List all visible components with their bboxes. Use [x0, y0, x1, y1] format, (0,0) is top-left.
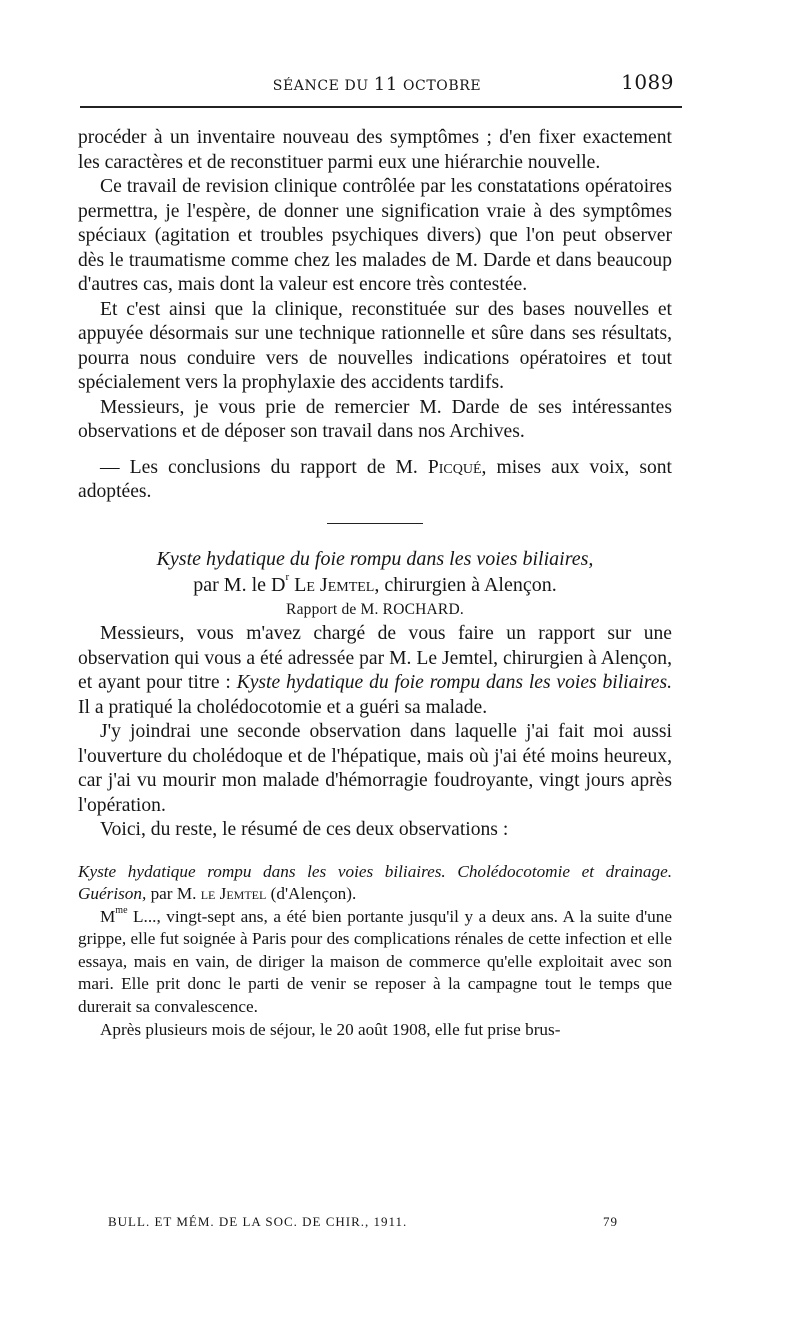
- observation-paragraph: Après plusieurs mois de séjour, le 20 août 1908, elle fut prise brus-: [100, 1019, 561, 1039]
- rapport-line: Rapport de M. ROCHARD.: [286, 600, 464, 618]
- paragraph: Messieurs, vous m'avez chargé de vous faire un rapport sur une observation qui vous a été adressée par M. Le Jemtel, chirurgien à Alençon, et ayant pour titre : Kyste hydatique du foie rompu dans les voies biliaires. Il a pratiqué la cholédocotomie et a guéri sa malade.: [78, 623, 672, 718]
- header-rule: [80, 106, 682, 108]
- article-author: par M. le $D^r$ Le Jemtel, chirurgien à Alençon.: [193, 570, 557, 596]
- conclusion-paragraph: — Les conclusions du rapport de M. Picqué, mises aux voix, sont adoptées.: [78, 456, 672, 502]
- article-title: Kyste hydatique du foie rompu dans les voies biliaires,: [156, 547, 594, 570]
- paragraph: J'y joindrai une seconde observation dans laquelle j'ai fait moi aussi l'ouverture du cholédoque et de l'hépatique, mais où j'ai été moins heureux, car j'ai vu mourir mon malade d'hémorragie foudroyante, vingt jours après l'opération.: [78, 721, 672, 816]
- paragraph: Messieurs, je vous prie de remercier M. Darde de ses intéressantes observations et de déposer son travail dans nos Archives.: [78, 396, 672, 442]
- running-title: SÉANCE DU 11 OCTOBRE: [272, 74, 482, 95]
- page-body: [78, 126, 672, 1041]
- paragraph: Voici, du reste, le résumé de ces deux observations :: [100, 819, 509, 840]
- paragraph: Ce travail de revision clinique contrôlée par les constatations opératoires permettra, je l'espère, de donner une signification vraie à des symptômes spéciaux (agitation et troubles psychiques divers) que l'on peut observer dès le traumatisme comme chez les malades de M. Darde et dans beaucoup d'autres cas, mais dont la valeur est encore très contestée.: [78, 176, 672, 295]
- signature-mark: 79: [603, 1214, 618, 1229]
- paragraph: Et c'est ainsi que la clinique, reconstituée sur des bases nouvelles et appuyée désormais sur une technique rationnelle et sûre dans ses résultats, pourra nous conduire vers de nouvelles indications opératoires et tout spécialement vers la prophylaxie des accidents tardifs.: [78, 298, 672, 393]
- page-footer: [108, 1214, 618, 1232]
- page-number: 1089: [621, 70, 674, 94]
- section-separator: [327, 523, 423, 524]
- observation-paragraph: $M^{me}$ L..., vingt-sept ans, a été bien portante jusqu'il y a deux ans. A la suite d'une grippe, elle fut soignée à Paris pour des complications rénales de cette infection et elle essaya, mais en vain, de diriger la maison de commerce qu'elle exploitait avec son mari. Elle prit donc le parti de venir se reposer à la campagne tout le temps que durerait sa convalescence.: [78, 904, 672, 1017]
- footer-citation: BULL. ET MÉM. DE LA SOC. DE CHIR., 1911.: [108, 1214, 408, 1229]
- paragraph: procéder à un inventaire nouveau des symptômes ; d'en fixer exactement les caractères et de reconstituer parmi eux une hiérarchie nouvelle.: [78, 127, 672, 173]
- observation-title: Kyste hydatique rompu dans les voies biliaires. Cholédocotomie et drainage. Guérison, par M. le Jemtel (d'Alençon).: [78, 861, 672, 904]
- running-head: [80, 70, 674, 94]
